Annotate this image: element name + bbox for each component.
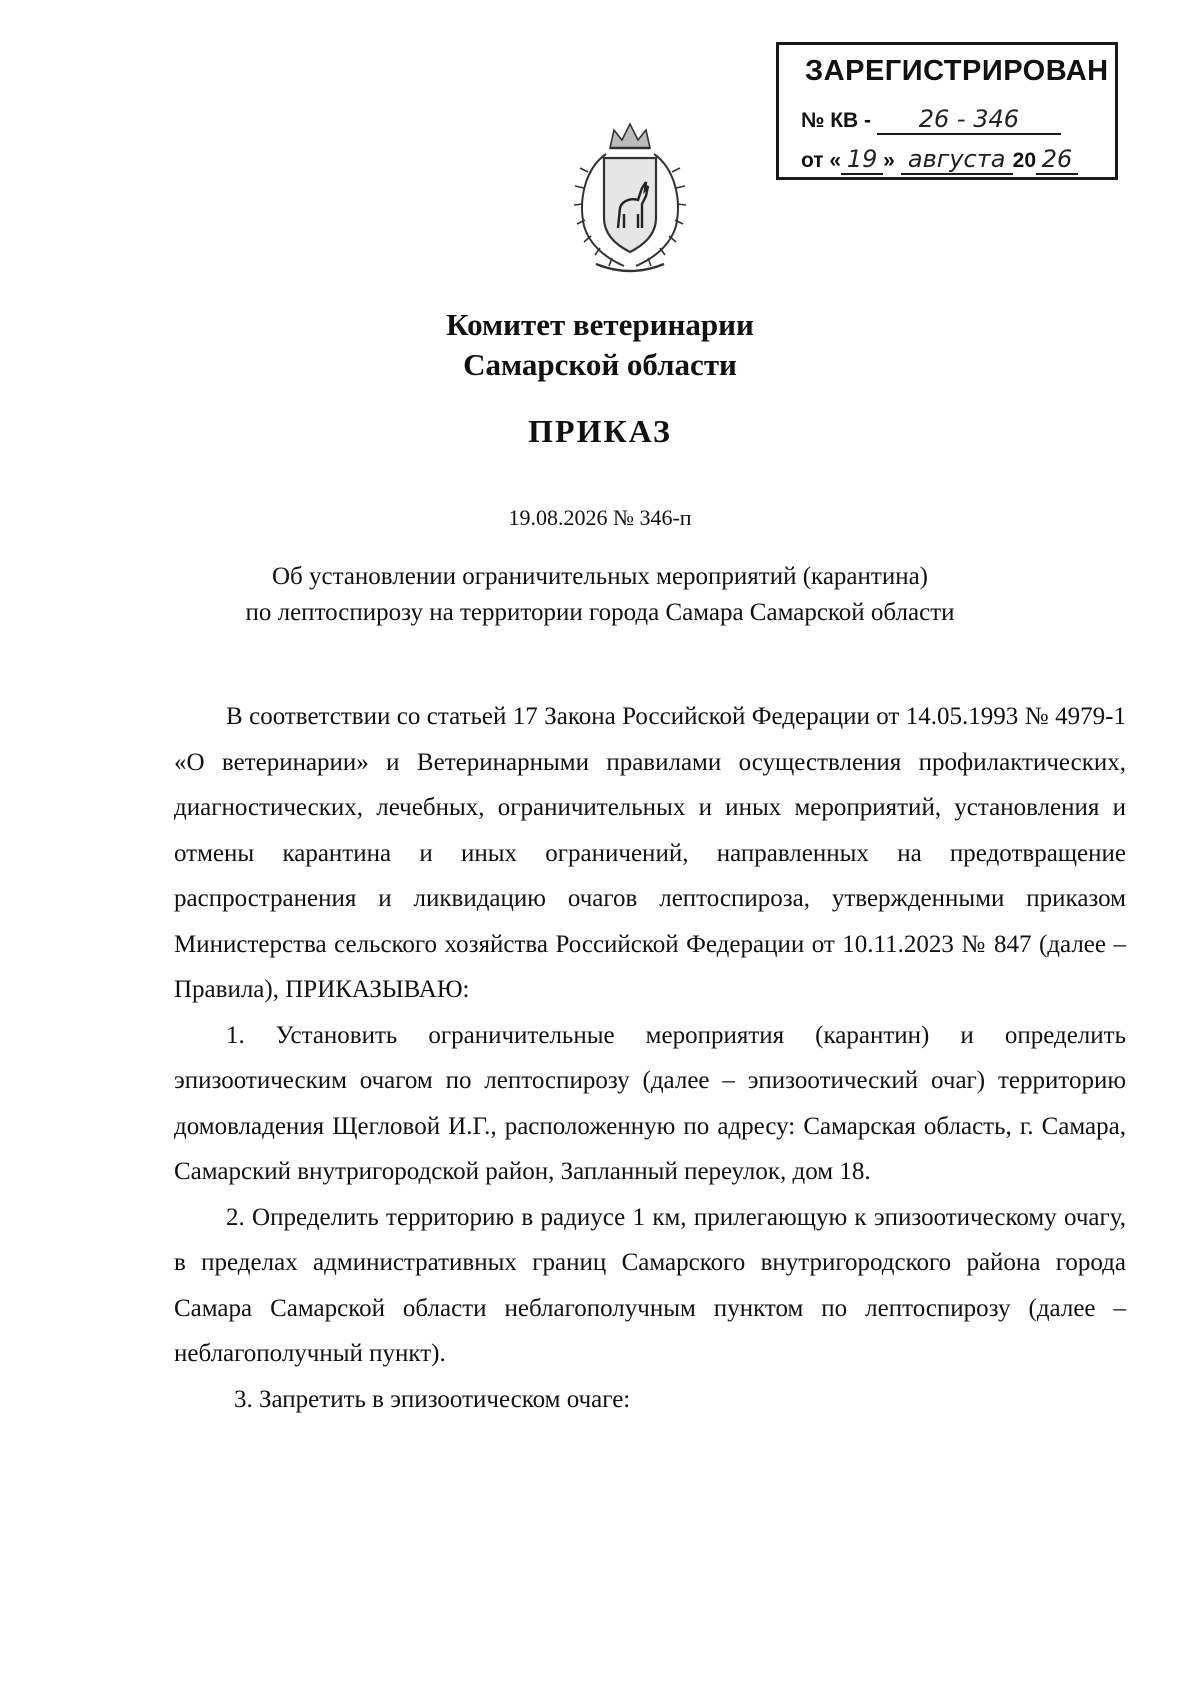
document-date-number: 19.08.2026 № 346-п	[508, 505, 692, 530]
subject-line-1: Об установлении ограничительных мероприятий (карантина)	[271, 563, 929, 590]
organization-line-1: Комитет ветеринарии	[446, 307, 754, 342]
organization-name	[0, 305, 1200, 385]
stamp-date-year-prefix: 20	[1012, 149, 1036, 172]
document-subject	[0, 559, 1200, 631]
stamp-date-year-suffix: 26	[1036, 145, 1078, 175]
document-type: ПРИКАЗ	[528, 413, 672, 449]
registration-stamp	[776, 42, 1118, 180]
subject-line-2: по лептоспирозу на территории города Самара Самарской области	[245, 599, 955, 626]
preamble-paragraph: В соответствии со статьей 17 Закона Российской Федерации от 14.05.1993 № 4979-1 «О ветеринарии» и Ветеринарными правилами осуществления профилактических, диагностических, лечебных, ограничительных и иных мероприятий, установления и отмены карантина и иных ограничений, направленных на предотвращение распространения и ликвидацию очагов лептоспироза, утвержденными приказом Министерства сельского хозяйства Российской Федерации от 10.11.2023 № 847 (далее – Правила), ПРИКАЗЫВАЮ:	[174, 703, 1126, 1003]
stamp-date-day: 19	[841, 145, 883, 175]
samara-coat-of-arms-icon	[566, 118, 694, 278]
stamp-number-label: № КВ -	[801, 109, 872, 132]
stamp-title: ЗАРЕГИСТРИРОВАН	[805, 55, 1109, 87]
item-3-paragraph: 3. Запретить в эпизоотическом очаге:	[234, 1385, 631, 1413]
item-1-paragraph: 1. Установить ограничительные мероприятия (карантин) и определить эпизоотическим очагом по лептоспирозу (далее – эпизоотический очаг) территорию домовладения Щегловой И.Г., расположенную по адресу: Самарская область, г. Самара, Самарский внутригородской район, Запланный переулок, дом 18.	[174, 1021, 1126, 1185]
stamp-number-value: 26 - 346	[877, 105, 1061, 135]
item-2-paragraph: 2. Определить территорию в радиусе 1 км, прилегающую к эпизоотическому очагу, в пределах административных границ Самарского внутригородского района города Самара Самарской области неблагополучным пунктом по лептоспирозу (далее – неблагополучный пункт).	[174, 1203, 1126, 1367]
stamp-date-row	[801, 145, 1078, 175]
stamp-date-month: августа	[901, 145, 1013, 175]
stamp-date-prefix: от «	[801, 149, 842, 172]
organization-line-2: Самарской области	[463, 347, 737, 382]
document-body	[174, 694, 1126, 1422]
stamp-number-row	[801, 105, 1061, 135]
stamp-date-mid: »	[883, 149, 895, 172]
